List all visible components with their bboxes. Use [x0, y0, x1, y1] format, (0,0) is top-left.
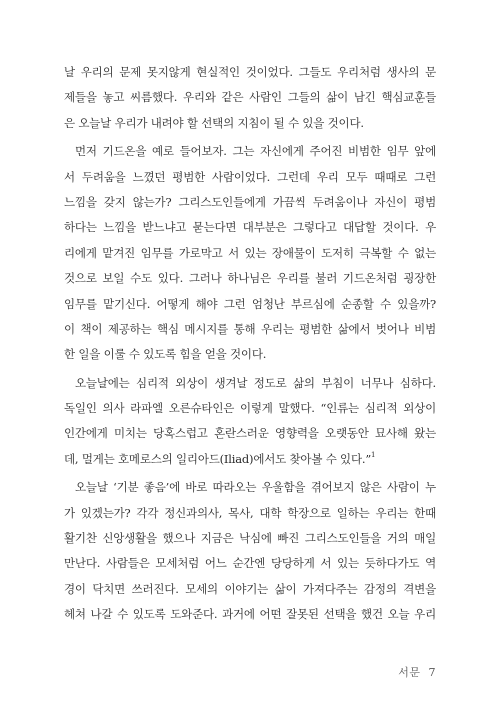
text-line: 경이 닥치면 쓰러진다. 모세의 이야기는 삶이 가져다주는 감정의 격변을	[64, 581, 436, 596]
paragraph	[64, 139, 436, 368]
text-line: 오늘날에는 심리적 외상이 생겨날 정도로 삶의 부침이 너무나 심하다.	[75, 375, 436, 390]
text-line: 가 있겠는가? 각각 정신과의사, 목사, 대학 학장으로 일하는 우리는 한때	[64, 505, 436, 520]
section-title: 서문	[398, 666, 421, 679]
text-line: 먼저 기드온을 예로 들어보자. 그는 자신에게 주어진 비범한 임무 앞에	[75, 144, 436, 159]
text-line: 서 두려움을 느꼈던 평범한 사람이었다. 그런데 우리 모두 때때로 그런	[64, 169, 436, 184]
text-line: 오늘날 ‘기분 좋음’에 바로 따라오는 우울함을 겪어보지 않은 사람이 누	[75, 480, 436, 495]
text-line: 인간에게 미치는 당혹스럽고 혼란스러운 영향력을 오랫동안 묘사해 왔는	[64, 426, 436, 441]
text-line: 은 오늘날 우리가 내려야 할 선택의 지침이 될 수 있을 것이다.	[64, 115, 364, 130]
text-line: 독일인 의사 라파엘 오른슈타인은 이렇게 말했다. “인류는 심리적 외상이	[64, 401, 436, 416]
page-number: 7	[428, 666, 436, 679]
text-line: 느낌을 갖지 않는가? 그리스도인들에게 가끔씩 두려움이나 자신이 평범	[64, 194, 436, 209]
text-line-with-footnote	[64, 447, 436, 472]
paragraph	[64, 60, 436, 136]
text-line: 만난다. 사람들은 모세처럼 어느 순간엔 당당하게 서 있는 듯하다가도 역	[64, 556, 436, 571]
text-line: 것으로 보일 수도 있다. 그러나 하나님은 우리를 불러 기드온처럼 굉장한	[64, 271, 436, 286]
text-line: 날 우리의 문제 못지않게 현실적인 것이었다. 그들도 우리처럼 생사의 문	[64, 65, 436, 79]
text-line: 리에게 맡겨진 임무를 가로막고 서 있는 장애물이 도저히 극복할 수 없는	[64, 245, 436, 260]
text-line: 한 일을 이룰 수 있도록 힘을 얻을 것이다.	[64, 347, 267, 362]
text-line: 하다는 느낌을 받느냐고 묻는다면 대부분은 그렇다고 대답할 것이다. 우	[64, 220, 436, 235]
text-line: 활기찬 신앙생활을 했으나 지금은 낙심에 빠진 그리스도인들을 거의 매일	[64, 531, 436, 546]
text-line: 헤쳐 나갈 수 있도록 도와준다. 과거에 어떤 잘못된 선택을 했건 오늘 우리	[64, 607, 436, 622]
footnote-marker[interactable]: 1	[371, 450, 376, 459]
page-footer	[398, 664, 436, 680]
text-line: 임무를 맡기신다. 어떻게 해야 그런 엄청난 부르심에 순종할 수 있을까?	[64, 296, 436, 311]
paragraph	[64, 475, 436, 627]
text-line: 데, 멀게는 호메로스의 일리아드(Iliad)에서도 찾아볼 수 있다.”	[64, 451, 372, 466]
paragraph	[64, 371, 436, 473]
text-line: 제들을 놓고 씨름했다. 우리와 같은 사람인 그들의 삶이 남긴 핵심교훈들	[64, 90, 436, 105]
text-line: 이 책이 제공하는 핵심 메시지를 통해 우리는 평범한 삶에서 벗어나 비범	[64, 321, 436, 336]
body-text	[64, 60, 436, 628]
